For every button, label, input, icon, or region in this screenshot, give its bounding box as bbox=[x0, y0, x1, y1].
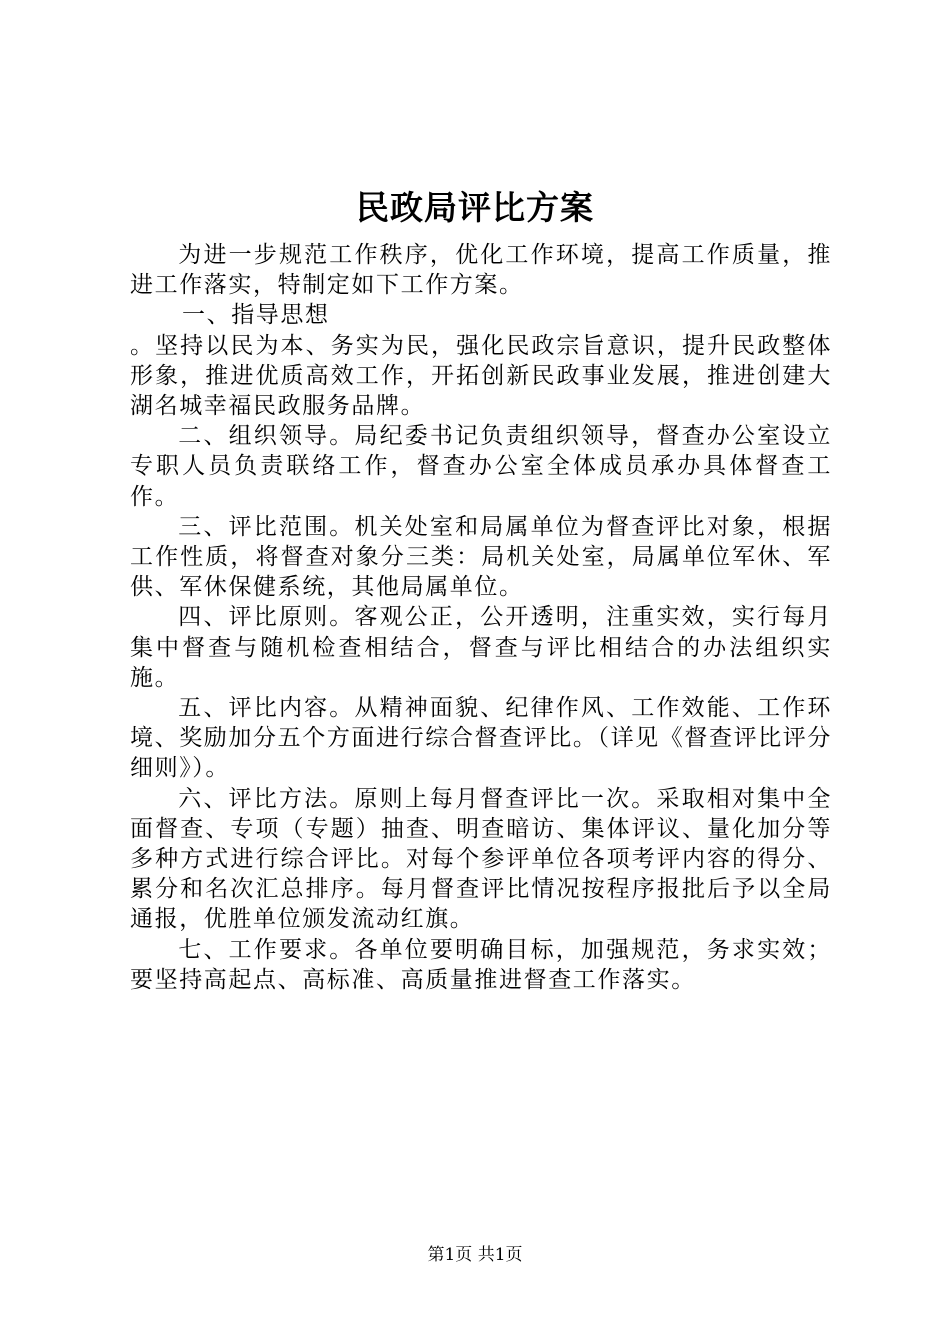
document-title: 民政局评比方案 bbox=[356, 188, 594, 227]
section-guiding-ideology-heading: 一、指导思想 bbox=[182, 302, 330, 329]
section-evaluation-principles: 四、评比原则。客观公正，公开透明，注重实效，实行每月集中督查与随机检查相结合，督查与评比相结合的办法组织实施。 bbox=[130, 604, 832, 691]
section-evaluation-method: 六、评比方法。原则上每月督查评比一次。采取相对集中全面督查、专项（专题）抽查、明查暗访、集体评议、量化加分等多种方式进行综合评比。对每个参评单位各项考评内容的得分、累分和名次汇总排序。每月督查评比情况按程序报批后予以全局通报，优胜单位颁发流动红旗。 bbox=[130, 785, 832, 933]
section-evaluation-content: 五、评比内容。从精神面貌、纪律作风、工作效能、工作环境、奖励加分五个方面进行综合督查评比。（详见《督查评比评分细则》）。 bbox=[130, 695, 832, 782]
page-number-footer: 第1页 共1页 bbox=[427, 1245, 523, 1265]
section-work-requirements: 七、工作要求。各单位要明确目标，加强规范，务求实效；要坚持高起点、高标准、高质量推进督查工作落实。 bbox=[130, 936, 832, 993]
section-guiding-ideology-body: 。坚持以民为本、务实为民，强化民政宗旨意识，提升民政整体形象，推进优质高效工作，开拓创新民政事业发展，推进创建大湖名城幸福民政服务品牌。 bbox=[130, 332, 832, 420]
intro-paragraph: 为进一步规范工作秩序，优化工作环境，提高工作质量，推进工作落实，特制定如下工作方案。 bbox=[130, 242, 832, 299]
section-organization-leadership: 二、组织领导。局纪委书记负责组织领导，督查办公室设立专职人员负责联络工作，督查办公室全体成员承办具体督查工作。 bbox=[130, 423, 832, 510]
document-body bbox=[130, 240, 832, 995]
section-evaluation-scope: 三、评比范围。机关处室和局属单位为督查评比对象，根据工作性质，将督查对象分三类：局机关处室，局属单位军休、军供、军休保健系统，其他局属单位。 bbox=[130, 513, 832, 601]
